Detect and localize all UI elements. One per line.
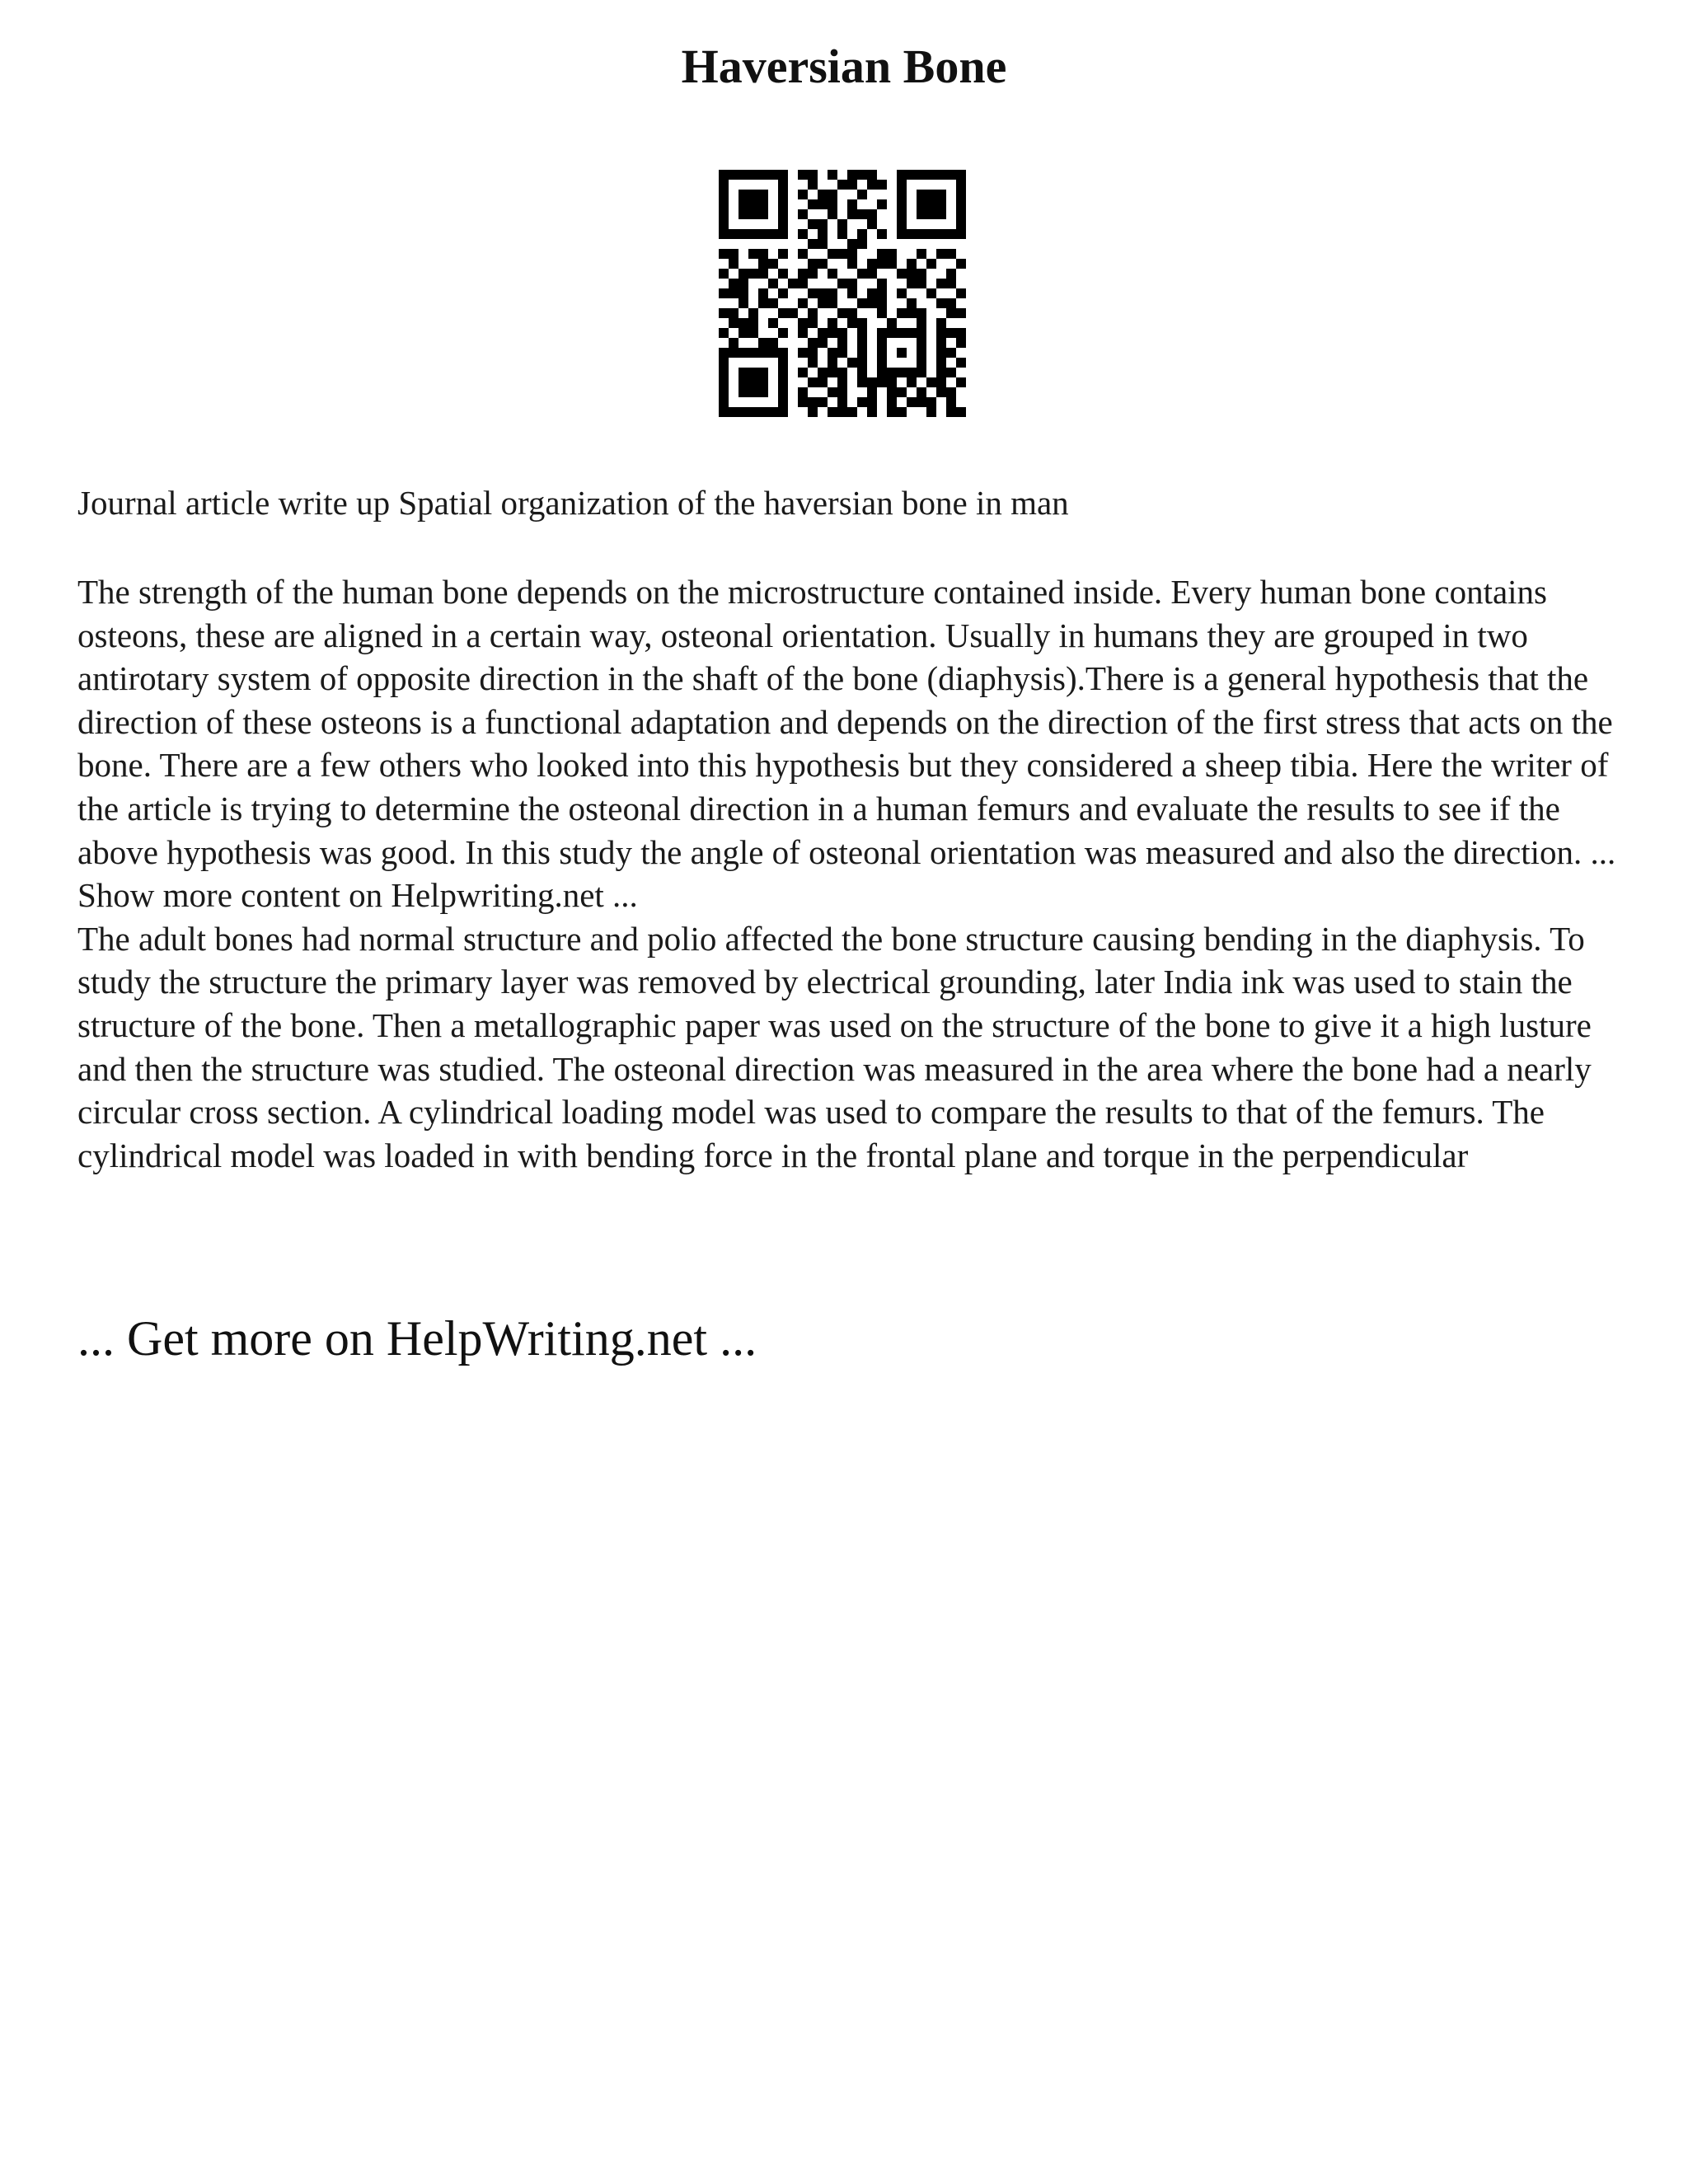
article-body — [77, 570, 1619, 1177]
qr-code-icon — [719, 170, 966, 417]
body-paragraph: The adult bones had normal structure and polio affected the bone structure causing bending in the diaphysis. To study the structure the primary layer was removed by electrical grounding, later India ink was used to stain the structure of the bone. Then a metallographic paper was used on the structure of the bone to give it a high lusture and then the structure was studied. The osteonal direction was measured in the area where the bone had a nearly circular cross section. A cylindrical loading model was used to compare the results to that of the femurs. The cylindrical model was loaded in with bending force in the frontal plane and torque in the perpendicular — [77, 919, 1592, 1174]
article-subtitle: Journal article write up Spatial organization of the haversian bone in man — [77, 484, 1069, 522]
get-more-link[interactable]: ... Get more on HelpWriting.net ... — [77, 1311, 757, 1366]
body-paragraph: The strength of the human bone depends on the microstructure contained inside. Every human bone contains osteons, these are aligned in a certain way, osteonal orientation. Usually in humans they are grouped in two antirotary system of opposite direction in the shaft of the bone (diaphysis).There is a general hypothesis that the direction of these osteons is a functional adaptation and depends on the direction of the first stress that acts on the bone. There are a few others who looked into this hypothesis but they considered a sheep tibia. Here the writer of the article is trying to determine the osteonal direction in a human femurs and evaluate the results to see if the above hypothesis was good. In this study the angle of osteonal orientation was measured and also the direction. ... Show more content on Helpwriting.net ... — [77, 573, 1616, 915]
page-title: Haversian Bone — [681, 40, 1007, 93]
